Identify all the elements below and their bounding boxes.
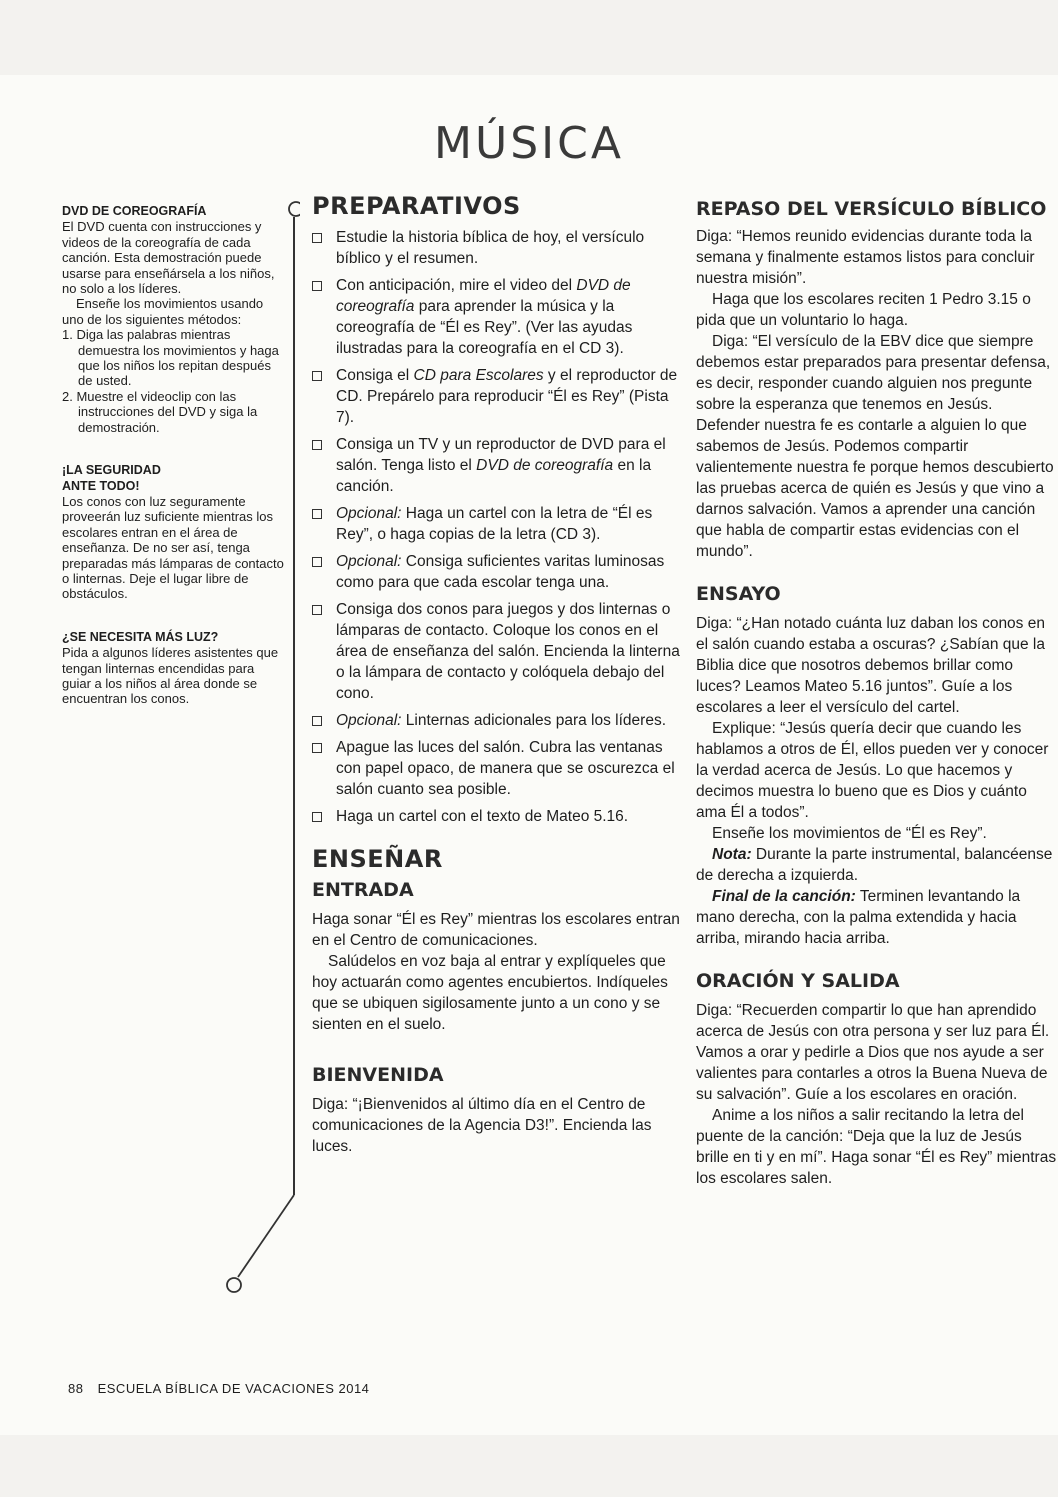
checkbox-icon[interactable] bbox=[312, 605, 322, 615]
checklist-item: Con anticipación, mire el video del DVD de coreografía para aprender la música y la coreografía de “Él es Rey”. (Ver las ayudas ilustradas para la coreografía en el CD 3). bbox=[312, 275, 682, 359]
page-number: 88 bbox=[68, 1381, 84, 1396]
checkbox-icon[interactable] bbox=[312, 812, 322, 822]
sidebar-dvd-heading: DVD DE COREOGRAFÍA bbox=[62, 204, 207, 218]
prayer-section bbox=[696, 971, 1058, 1189]
rehearsal-note: Nota: Durante la parte instrumental, balancéense de derecha a izquierda. bbox=[696, 846, 1053, 884]
timeline-decoration bbox=[220, 195, 300, 1355]
sidebar-safety-heading: ¡LA SEGURIDAD ANTE TODO! bbox=[62, 463, 161, 493]
checklist-item: Consiga el CD para Escolares y el reproductor de CD. Prepárelo para reproducir “Él es Rey” (Pista 7). bbox=[312, 365, 682, 428]
timeline-bottom-circle bbox=[227, 1278, 241, 1292]
checklist-item: Opcional: Linternas adicionales para los líderes. bbox=[312, 710, 682, 731]
welcome-heading: BIENVENIDA bbox=[312, 1064, 444, 1086]
checkbox-icon[interactable] bbox=[312, 440, 322, 450]
entry-text: Haga sonar “Él es Rey” mientras los escolares entran en el Centro de comunicaciones. bbox=[312, 911, 680, 949]
review-text: Diga: “Hemos reunido evidencias durante toda la semana y finalmente estamos listos para concluir nuestra misión”. bbox=[696, 228, 1035, 287]
timeline-top-circle bbox=[289, 202, 300, 216]
review-heading: REPASO DEL VERSÍCULO BÍBLICO bbox=[696, 198, 1047, 220]
checklist-item: Consiga dos conos para juegos y dos linternas o lámparas de contacto. Coloque los conos en el área de enseñanza del salón. Encienda la linterna o la lámpara de contacto y colóquela debajo del cono. bbox=[312, 599, 682, 704]
welcome-text: Diga: “¡Bienvenidos al último día en el Centro de comunicaciones de la Agencia D3!”. Encienda las luces. bbox=[312, 1096, 652, 1155]
rehearsal-end: Final de la canción: Terminen levantando la mano derecha, con la palma extendida y hacia arriba, mirando hacia arriba. bbox=[696, 888, 1021, 947]
checklist-item: Estudie la historia bíblica de hoy, el versículo bíblico y el resumen. bbox=[312, 227, 682, 269]
page-title: MÚSICA bbox=[434, 118, 624, 169]
checkbox-icon[interactable] bbox=[312, 371, 322, 381]
checkbox-icon[interactable] bbox=[312, 557, 322, 567]
checkbox-icon[interactable] bbox=[312, 509, 322, 519]
checkbox-icon[interactable] bbox=[312, 743, 322, 753]
list-item: 2. Muestre el videoclip con las instrucciones del DVD y siga la demostración. bbox=[62, 388, 258, 435]
rehearsal-heading: ENSAYO bbox=[696, 583, 781, 605]
checkbox-icon[interactable] bbox=[312, 281, 322, 291]
entry-heading: ENTRADA bbox=[312, 879, 414, 901]
entry-text-2: Salúdelos en voz baja al entrar y explíqueles que hoy actuarán como agentes encubiertos. Indíqueles que se ubiquen sigilosamente junto a un cono y se sienten en el suelo. bbox=[312, 953, 668, 1033]
checkbox-icon[interactable] bbox=[312, 716, 322, 726]
checklist-item: Opcional: Haga un cartel con la letra de “Él es Rey”, o haga copias de la letra (CD 3). bbox=[312, 503, 682, 545]
checklist-item: Haga un cartel con el texto de Mateo 5.16. bbox=[312, 806, 682, 827]
checklist-item: Opcional: Consiga suficientes varitas luminosas como para que cada escolar tenga una. bbox=[312, 551, 682, 593]
prayer-text-2: Anime a los niños a salir recitando la letra del puente de la canción: “Deja que la luz de Jesús brille en ti y en mí”. Haga sonar “Él es Rey” mientras los escolares salen. bbox=[696, 1107, 1057, 1187]
rehearsal-text-2: Explique: “Jesús quería decir que cuando les hablamos a otros de Él, ellos pueden ver y conocer la verdad acerca de Jesús. Lo que hacemos y decimos muestra lo bueno que es Dios y cuánto ama Él a todos”. bbox=[696, 720, 1049, 821]
rehearsal-section bbox=[696, 584, 1058, 949]
sidebar-light-heading: ¿SE NECESITA MÁS LUZ? bbox=[62, 629, 219, 644]
rehearsal-text-3: Enseñe los movimientos de “Él es Rey”. bbox=[712, 825, 987, 842]
sidebar-light-text: Pida a algunos líderes asistentes que tengan linternas encendidas para guiar a los niños al área donde se encuentran los conos. bbox=[62, 645, 279, 707]
publication-name: ESCUELA BÍBLICA DE VACACIONES 2014 bbox=[97, 1381, 370, 1396]
prep-checklist bbox=[312, 227, 682, 827]
checklist-item: Consiga un TV y un reproductor de DVD para el salón. Tenga listo el DVD de coreografía en la canción. bbox=[312, 434, 682, 497]
list-item: 1. Diga las palabras mientras demuestra los movimientos y haga que los niños los repitan después de usted. bbox=[62, 327, 279, 389]
right-column bbox=[696, 198, 1058, 1211]
sidebar-dvd-text: El DVD cuenta con instrucciones y videos de la coreografía de cada canción. Esta demostración puede usarse para enseñársela a los niños, no solo a los líderes. bbox=[62, 219, 275, 297]
prep-heading: PREPARATIVOS bbox=[312, 192, 521, 220]
review-text-2: Haga que los escolares reciten 1 Pedro 3.15 o pida que un voluntario lo haga. bbox=[696, 291, 1031, 329]
prayer-heading: ORACIÓN Y SALIDA bbox=[696, 970, 900, 992]
footer bbox=[68, 1381, 379, 1396]
rehearsal-text: Diga: “¿Han notado cuánta luz daban los conos en el salón cuando estaba a oscuras? ¿Sabían que la Biblia dice que nosotros debemos brillar como luces? Leamos Mateo 5.16 juntos”. Guíe a los escolares a leer el versículo del cartel. bbox=[696, 615, 1045, 716]
checklist-item: Apague las luces del salón. Cubra las ventanas con papel opaco, de manera que se oscurezca el salón cuanto sea posible. bbox=[312, 737, 682, 800]
timeline-diagonal bbox=[238, 1195, 294, 1277]
checkbox-icon[interactable] bbox=[312, 233, 322, 243]
review-section bbox=[696, 198, 1058, 562]
middle-column bbox=[312, 192, 682, 1157]
prayer-text: Diga: “Recuerden compartir lo que han aprendido acerca de Jesús con otra persona y ser luz para Él. Vamos a orar y pedirle a Dios que nos ayude a ser valientes para contarles a otros la Buena Nueva de su salvación”. Guíe a los escolares en oración. bbox=[696, 1002, 1050, 1103]
sidebar-safety-text: Los conos con luz seguramente proveerán luz suficiente mientras los escolares entran en el área de enseñanza. De no ser así, tenga preparadas más lámparas de contacto o linternas. Deje el lugar libre de obstáculos. bbox=[62, 493, 284, 602]
sidebar-dvd-text-2: Enseñe los movimientos usando uno de los siguientes métodos: bbox=[62, 296, 264, 327]
review-text-3: Diga: “El versículo de la EBV dice que siempre debemos estar preparados para presentar defensa, es decir, responder cuando alguien nos pregunte sobre la esperanza que tenemos en Jesús. Defender nuestra fe es contarle a alguien lo que sabemos de Jesús. Podemos compartir valientemente nuestra fe porque hemos descubierto las pruebas acerca de quién es Jesús y que vino a darnos salvación. Vamos a aprender una canción que habla de compartir estas evidencias con el mundo”. bbox=[696, 333, 1054, 560]
teach-heading: ENSEÑAR bbox=[312, 845, 443, 873]
